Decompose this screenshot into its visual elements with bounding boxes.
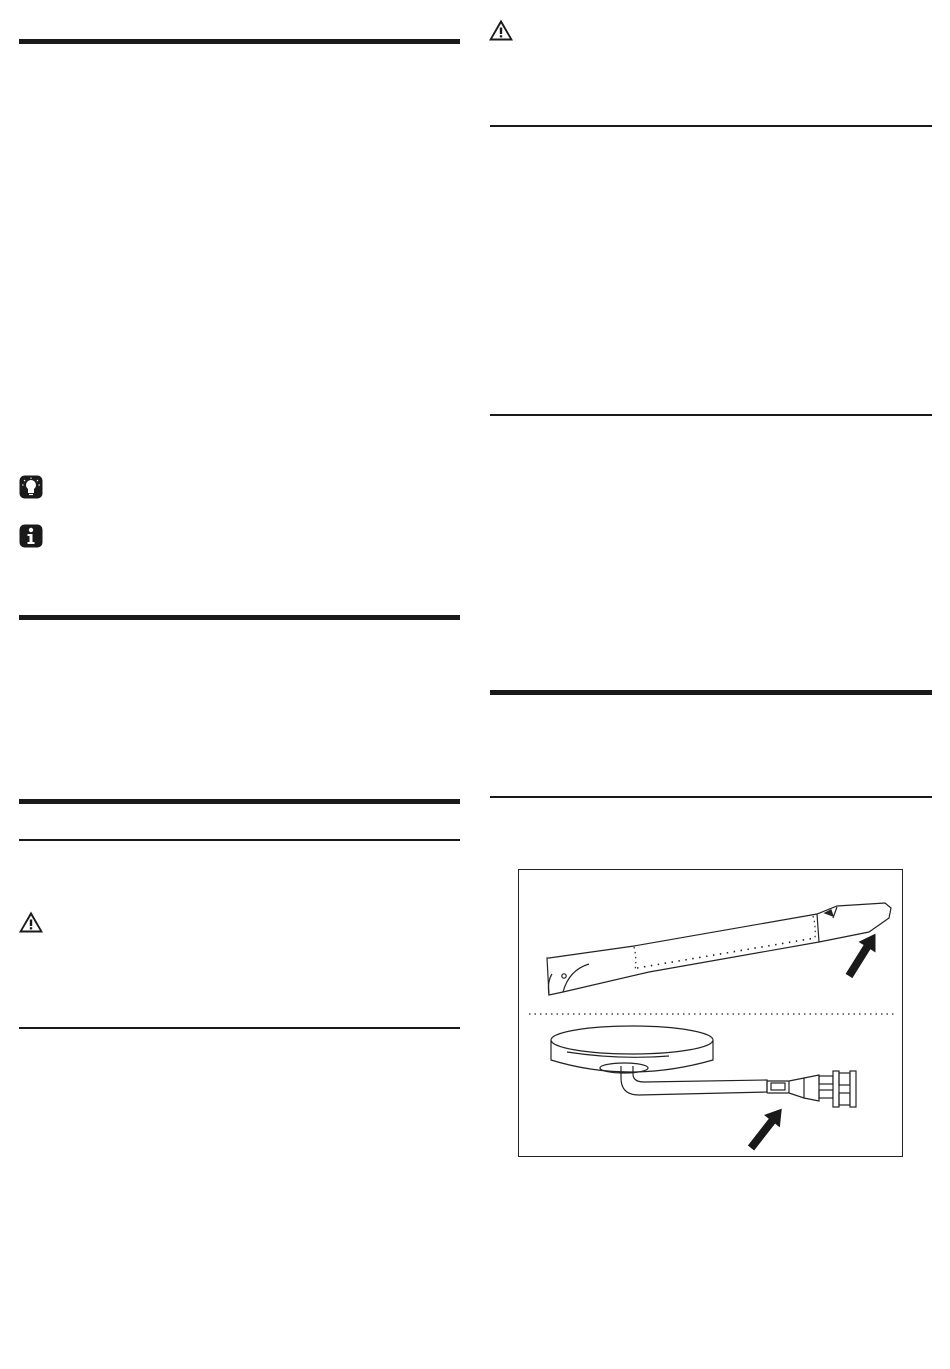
- subsection-rule-left-1: [19, 839, 460, 841]
- lightbulb-tip-icon: [19, 475, 43, 504]
- subsection-rule-right-2: [490, 414, 932, 416]
- burner-figure: [518, 869, 903, 1157]
- section-rule-left-2: [19, 615, 460, 620]
- pointer-arrow-icon: [743, 1102, 790, 1154]
- info-icon: [19, 524, 43, 553]
- round-burner-illustration: [551, 1026, 856, 1107]
- subsection-rule-right-3: [490, 796, 932, 798]
- subsection-rule-right-1: [490, 125, 932, 127]
- section-rule-left-3: [19, 799, 460, 804]
- warning-triangle-icon: [18, 910, 44, 939]
- warning-triangle-icon: [488, 18, 514, 47]
- burner-tube-illustration: [547, 903, 891, 995]
- section-rule-left-1: [19, 39, 460, 44]
- subsection-rule-left-2: [19, 1027, 460, 1029]
- section-rule-right-1: [490, 690, 932, 695]
